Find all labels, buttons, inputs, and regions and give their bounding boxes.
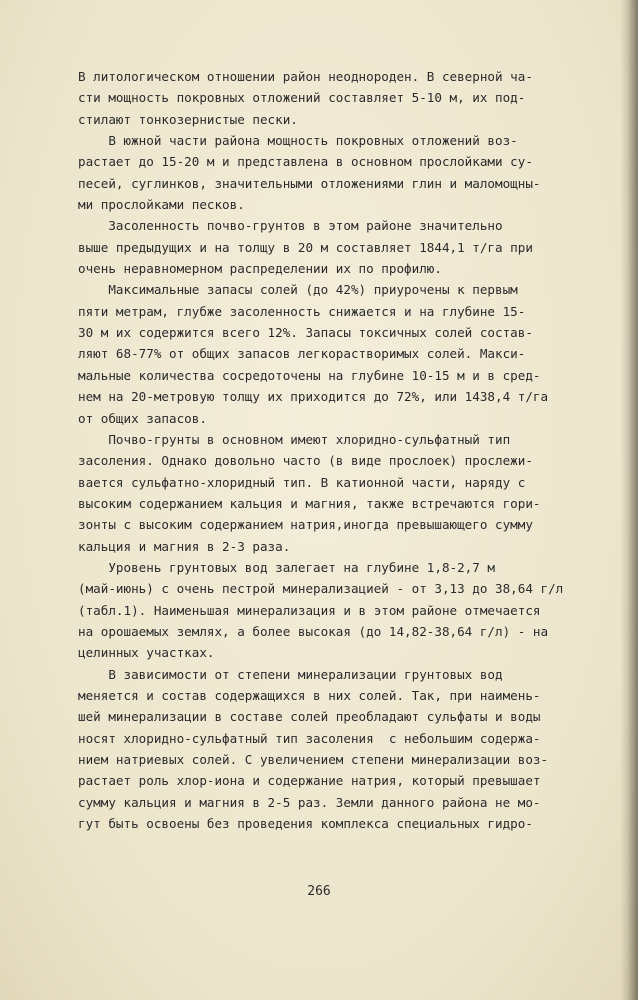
text-line: целинных участках. [78, 645, 215, 661]
text-line: Уровень грунтовых вод залегает на глубине 1,8-2,7 м [78, 559, 496, 575]
text-line: высоким содержанием кальция и магния, также встречаются гори- [78, 495, 541, 511]
text-line: носят хлоридно-сульфатный тип засоления с небольшим содержа- [78, 730, 541, 746]
text-line: сумму кальция и магния в 2-5 раз. Земли данного района не мо- [78, 794, 541, 810]
text-line: ми прослойками песков. [78, 197, 245, 213]
text-line: от общих запасов. [78, 410, 207, 426]
text-line: ляют 68-77% от общих запасов легкорастворимых солей. Макси- [78, 346, 526, 362]
text-line: 30 м их содержится всего 12%. Запасы токсичных солей состав- [78, 325, 533, 341]
text-line: (май-июнь) с очень пестрой минерализацией - от 3,13 до 38,64 г/л [78, 581, 564, 597]
text-line: очень неравномерном распределении их по профилю. [78, 261, 442, 277]
text-line: Засоленность почво-грунтов в этом районе значительно [78, 218, 503, 234]
text-line: растает до 15-20 м и представлена в основном прослойками су- [78, 154, 533, 170]
text-line: (табл.1). Наименьшая минерализация и в этом районе отмечается [78, 602, 541, 618]
text-line: Почво-грунты в основном имеют хлоридно-сульфатный тип [78, 431, 511, 447]
text-line: песей, суглинков, значительными отложениями глин и маломощны- [78, 175, 541, 191]
text-line: шей минерализации в составе солей преобладают сульфаты и воды [78, 709, 541, 725]
text-line: Максимальные запасы солей (до 42%) приурочены к первым [78, 282, 518, 298]
text-line: на орошаемых землях, а более высокая (до 14,82-38,64 г/л) - на [78, 623, 549, 639]
text-line: мальные количества сосредоточены на глубине 10-15 м и в сред- [78, 367, 541, 383]
text-line: засоления. Однако довольно часто (в виде прослоек) прослежи- [78, 453, 533, 469]
text-line: В южной части района мощность покровных отложений воз- [78, 133, 518, 149]
text-line: вается сульфатно-хлоридный тип. В катионной части, наряду с [78, 474, 526, 490]
text-line: пяти метрам, глубже засоленность снижается и на глубине 15- [78, 303, 526, 319]
text-line: нем на 20-метровую толщу их приходится до 72%, или 1438,4 т/га [78, 389, 549, 405]
text-line: выше предыдущих и на толщу в 20 м составляет 1844,1 т/га при [78, 239, 533, 255]
text-line: сти мощность покровных отложений составляет 5-10 м, их под- [78, 90, 526, 106]
text-line: стилают тонкозернистые пески. [78, 111, 298, 127]
text-line: зонты с высоким содержанием натрия,иногда превышающего сумму [78, 517, 533, 533]
text-line: В литологическом отношении район неоднороден. В северной ча- [78, 69, 533, 84]
text-line: гут быть освоены без проведения комплекса специальных гидро- [78, 816, 533, 832]
text-line: меняется и состав содержащихся в них солей. Так, при наимень- [78, 687, 541, 703]
text-line: В зависимости от степени минерализации грунтовых вод [78, 666, 503, 682]
text-line: нием натриевых солей. С увеличением степени минерализации воз- [78, 752, 549, 767]
page-number: 266 [307, 884, 331, 899]
text-line: кальция и магния в 2-3 раза. [78, 538, 291, 554]
text-line: растает роль хлор-иона и содержание натрия, который превышает [78, 773, 541, 789]
page-edge-shadow [620, 0, 638, 1000]
body-text [78, 66, 630, 834]
